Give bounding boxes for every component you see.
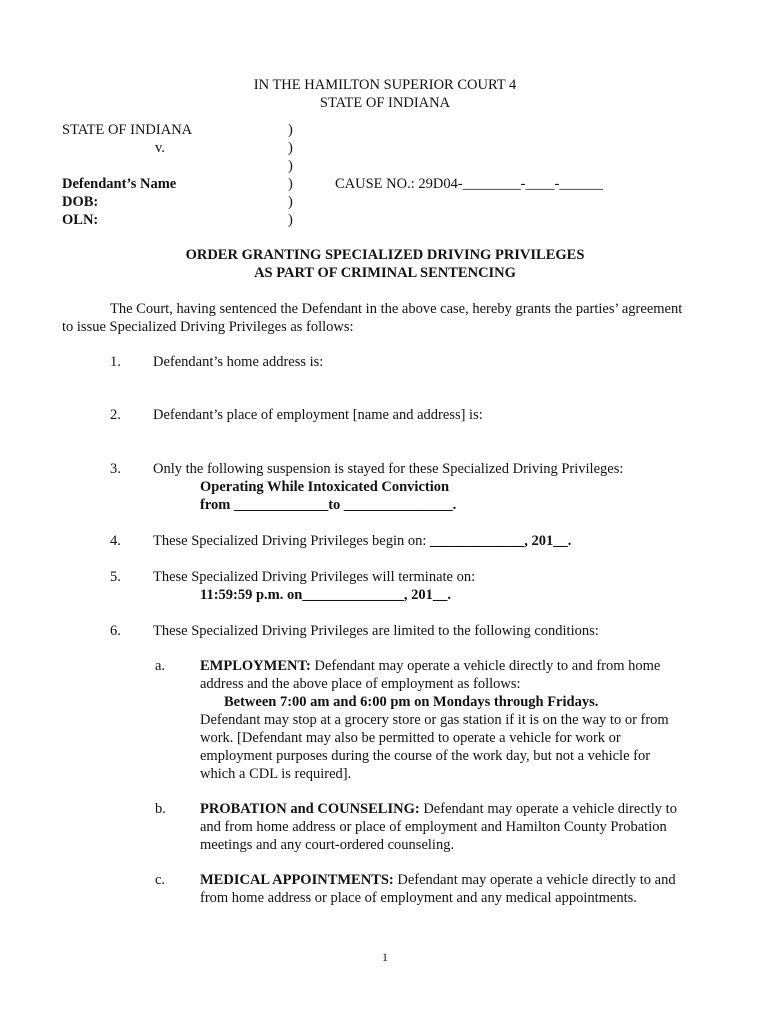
probation-text-line: and from home address or place of employment and Hamilton County Probation — [200, 819, 667, 835]
subitem-letter: b. — [155, 801, 166, 817]
item-number: 3. — [110, 461, 121, 477]
court-name: IN THE HAMILTON SUPERIOR COURT 4 — [253, 77, 517, 93]
oln-label: OLN: — [62, 212, 99, 228]
item-number: 6. — [110, 623, 121, 639]
terminate-item: These Specialized Driving Privileges will terminate on: — [153, 569, 476, 585]
terminate-date: 11:59:59 p.m. on______________, 201__. — [200, 587, 451, 603]
caption-party: STATE OF INDIANA — [62, 122, 193, 138]
caption-paren: ) — [288, 140, 293, 156]
suspension-dates: from _____________to _______________. — [200, 497, 457, 513]
probation-condition — [200, 800, 677, 818]
employment-hours: Between 7:00 am and 6:00 pm on Mondays through Fridays. — [224, 694, 599, 710]
medical-heading: MEDICAL APPOINTMENTS: — [200, 872, 394, 888]
begin-date-item — [153, 532, 571, 550]
begin-date-text: These Specialized Driving Privileges begin on: — [153, 533, 431, 549]
item-number: 2. — [110, 407, 121, 423]
begin-date-blank: _____________, 201__. — [430, 533, 572, 549]
court-state: STATE OF INDIANA — [319, 95, 451, 111]
medical-text: Defendant may operate a vehicle directly to and — [393, 872, 676, 888]
employment-item: Defendant’s place of employment [name and address] is: — [153, 407, 483, 423]
dob-label: DOB: — [62, 194, 99, 210]
employment-text-line: Defendant may stop at a grocery store or gas station if it is on the way to or from — [200, 712, 669, 728]
conditions-item: These Specialized Driving Privileges are limited to the following conditions: — [153, 623, 599, 639]
item-number: 1. — [110, 354, 121, 370]
employment-text: Defendant may operate a vehicle directly to and from home — [310, 658, 661, 674]
employment-text-line: employment purposes during the course of the work day, but not a vehicle for — [200, 748, 651, 764]
employment-text-line: address and the above place of employment as follows: — [200, 676, 521, 692]
probation-text: Defendant may operate a vehicle directly to — [419, 801, 677, 817]
order-title: ORDER GRANTING SPECIALIZED DRIVING PRIVILEGES — [185, 247, 585, 263]
employment-heading: EMPLOYMENT: — [200, 658, 311, 674]
order-subtitle: AS PART OF CRIMINAL SENTENCING — [254, 265, 516, 281]
defendant-name-label: Defendant’s Name — [62, 176, 177, 192]
caption-paren: ) — [288, 122, 293, 138]
intro-line: The Court, having sentenced the Defendant in the above case, hereby grants the parties’ agreement — [110, 301, 683, 317]
page-number: 1 — [382, 950, 388, 964]
suspension-item: Only the following suspension is stayed for these Specialized Driving Privileges: — [153, 461, 624, 477]
item-number: 5. — [110, 569, 121, 585]
caption-paren: ) — [288, 212, 293, 228]
caption-versus: v. — [155, 140, 165, 156]
subitem-letter: a. — [155, 658, 166, 674]
probation-text-line: meetings and any court-ordered counseling. — [200, 837, 455, 853]
medical-condition — [200, 871, 676, 889]
employment-condition — [200, 657, 660, 675]
medical-text-line: from home address or place of employment and any medical appointments. — [200, 890, 637, 906]
caption-paren: ) — [288, 158, 293, 174]
suspension-type: Operating While Intoxicated Conviction — [200, 479, 450, 495]
caption-paren: ) — [288, 194, 293, 210]
caption-paren: ) — [288, 176, 293, 192]
cause-number: CAUSE NO.: 29D04-________-____-______ — [335, 176, 603, 192]
intro-line: to issue Specialized Driving Privileges as follows: — [62, 319, 354, 335]
employment-text-line: which a CDL is required]. — [200, 766, 352, 782]
employment-text-line: work. [Defendant may also be permitted to operate a vehicle for work or — [200, 730, 621, 746]
subitem-letter: c. — [155, 872, 166, 888]
probation-heading: PROBATION and COUNSELING: — [200, 801, 420, 817]
item-number: 4. — [110, 533, 121, 549]
home-address-item: Defendant’s home address is: — [153, 354, 324, 370]
